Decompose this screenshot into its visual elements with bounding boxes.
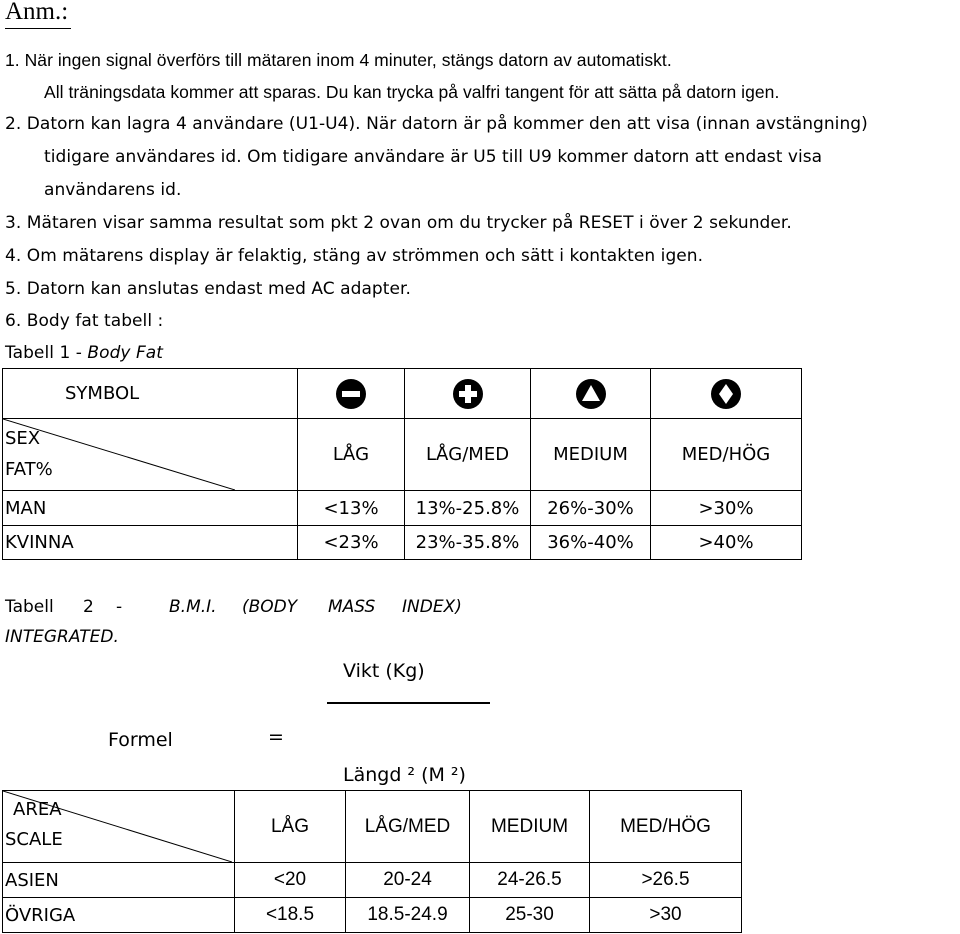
diamond-icon [711, 379, 741, 409]
note-1-cont: All träningsdata kommer att sparas. Du kan trycka på valfri tangent för att sätta på datorn igen. [44, 82, 780, 102]
header-medium: MEDIUM [531, 419, 651, 491]
table-cell: 20-24 [346, 863, 470, 898]
table2-caption-word: B.M.I. [169, 597, 217, 617]
table-cell: >30 [590, 898, 742, 933]
table-cell: <20 [235, 863, 346, 898]
symbol-medium [531, 369, 651, 419]
plus-icon [453, 379, 483, 409]
header-low: LÅG [235, 791, 346, 863]
table-row [3, 491, 802, 526]
table-cell: <18.5 [235, 898, 346, 933]
table-cell: 36%-40% [531, 526, 651, 560]
header-med-high: MED/HÖG [590, 791, 742, 863]
table-cell: <13% [298, 491, 405, 526]
note-2-cont-a: tidigare användares id. Om tidigare användare är U5 till U9 kommer datorn att endast visa [44, 147, 823, 167]
bmi-table [2, 790, 742, 933]
table1-diagonal-header [3, 419, 298, 491]
table-cell: >30% [651, 491, 802, 526]
row-label: ASIEN [3, 863, 235, 898]
header-med-high: MED/HÖG [651, 419, 802, 491]
table2-caption-line2: INTEGRATED. [5, 627, 119, 647]
row-label: ÖVRIGA [3, 898, 235, 933]
note-2: 2. Datorn kan lagra 4 användare (U1-U4). När datorn är på kommer den att visa (innan avstängning) [5, 114, 868, 134]
minus-icon [336, 379, 366, 409]
fraction-line [327, 702, 490, 704]
note-3: 3. Mätaren visar samma resultat som pkt 2 ovan om du trycker på RESET i över 2 sekunder. [5, 213, 792, 233]
table-cell: >40% [651, 526, 802, 560]
note-2-cont-b: användarens id. [44, 180, 182, 200]
table-cell: <23% [298, 526, 405, 560]
table1-caption-prefix: Tabell 1 - [5, 343, 88, 363]
symbol-label: SYMBOL [3, 369, 298, 419]
header-low: LÅG [298, 419, 405, 491]
formula-label: Formel [108, 729, 173, 751]
table-cell: >26.5 [590, 863, 742, 898]
table-row [3, 898, 742, 933]
table2-diagonal-header [3, 791, 235, 863]
note-1: 1. När ingen signal överförs till mätaren inom 4 minuter, stängs datorn av automatiskt. [5, 50, 672, 70]
table2-caption-word: 2 [83, 597, 94, 617]
table-row [3, 526, 802, 560]
table2-caption-word: INDEX) [402, 597, 462, 617]
table-cell: 24-26.5 [470, 863, 590, 898]
table-row [3, 863, 742, 898]
table2-caption-word: Tabell [5, 597, 54, 617]
symbol-med-high [651, 369, 802, 419]
table2-caption-word: MASS [328, 597, 376, 617]
formula-numerator: Vikt (Kg) [343, 660, 425, 682]
body-fat-table [2, 368, 802, 560]
table1-caption [5, 343, 163, 363]
row-label: KVINNA [3, 526, 298, 560]
symbol-low [298, 369, 405, 419]
page-title: Anm.: [5, 0, 69, 25]
triangle-icon [576, 379, 606, 409]
note-5: 5. Datorn kan anslutas endast med AC adapter. [5, 279, 411, 299]
table-cell: 18.5-24.9 [346, 898, 470, 933]
title-underline [5, 28, 71, 29]
header-low-med: LÅG/MED [346, 791, 470, 863]
area-label: AREA [13, 799, 62, 820]
table1-caption-title: Body Fat [87, 343, 163, 363]
fat-label: FAT% [5, 459, 53, 480]
sex-label: SEX [5, 428, 41, 449]
header-low-med: LÅG/MED [405, 419, 531, 491]
table2-caption-word: (BODY [242, 597, 298, 617]
note-4: 4. Om mätarens display är felaktig, stäng av strömmen och sätt i kontakten igen. [5, 246, 704, 266]
table-cell: 13%-25.8% [405, 491, 531, 526]
symbol-low-med [405, 369, 531, 419]
table-cell: 23%-35.8% [405, 526, 531, 560]
header-medium: MEDIUM [470, 791, 590, 863]
formula-equals: = [268, 726, 284, 748]
note-6: 6. Body fat tabell : [5, 311, 164, 331]
row-label: MAN [3, 491, 298, 526]
formula-denominator: Längd ² (M ²) [343, 764, 466, 786]
table2-caption-word: - [116, 597, 123, 617]
scale-label: SCALE [5, 829, 63, 850]
table-cell: 25-30 [470, 898, 590, 933]
table-cell: 26%-30% [531, 491, 651, 526]
